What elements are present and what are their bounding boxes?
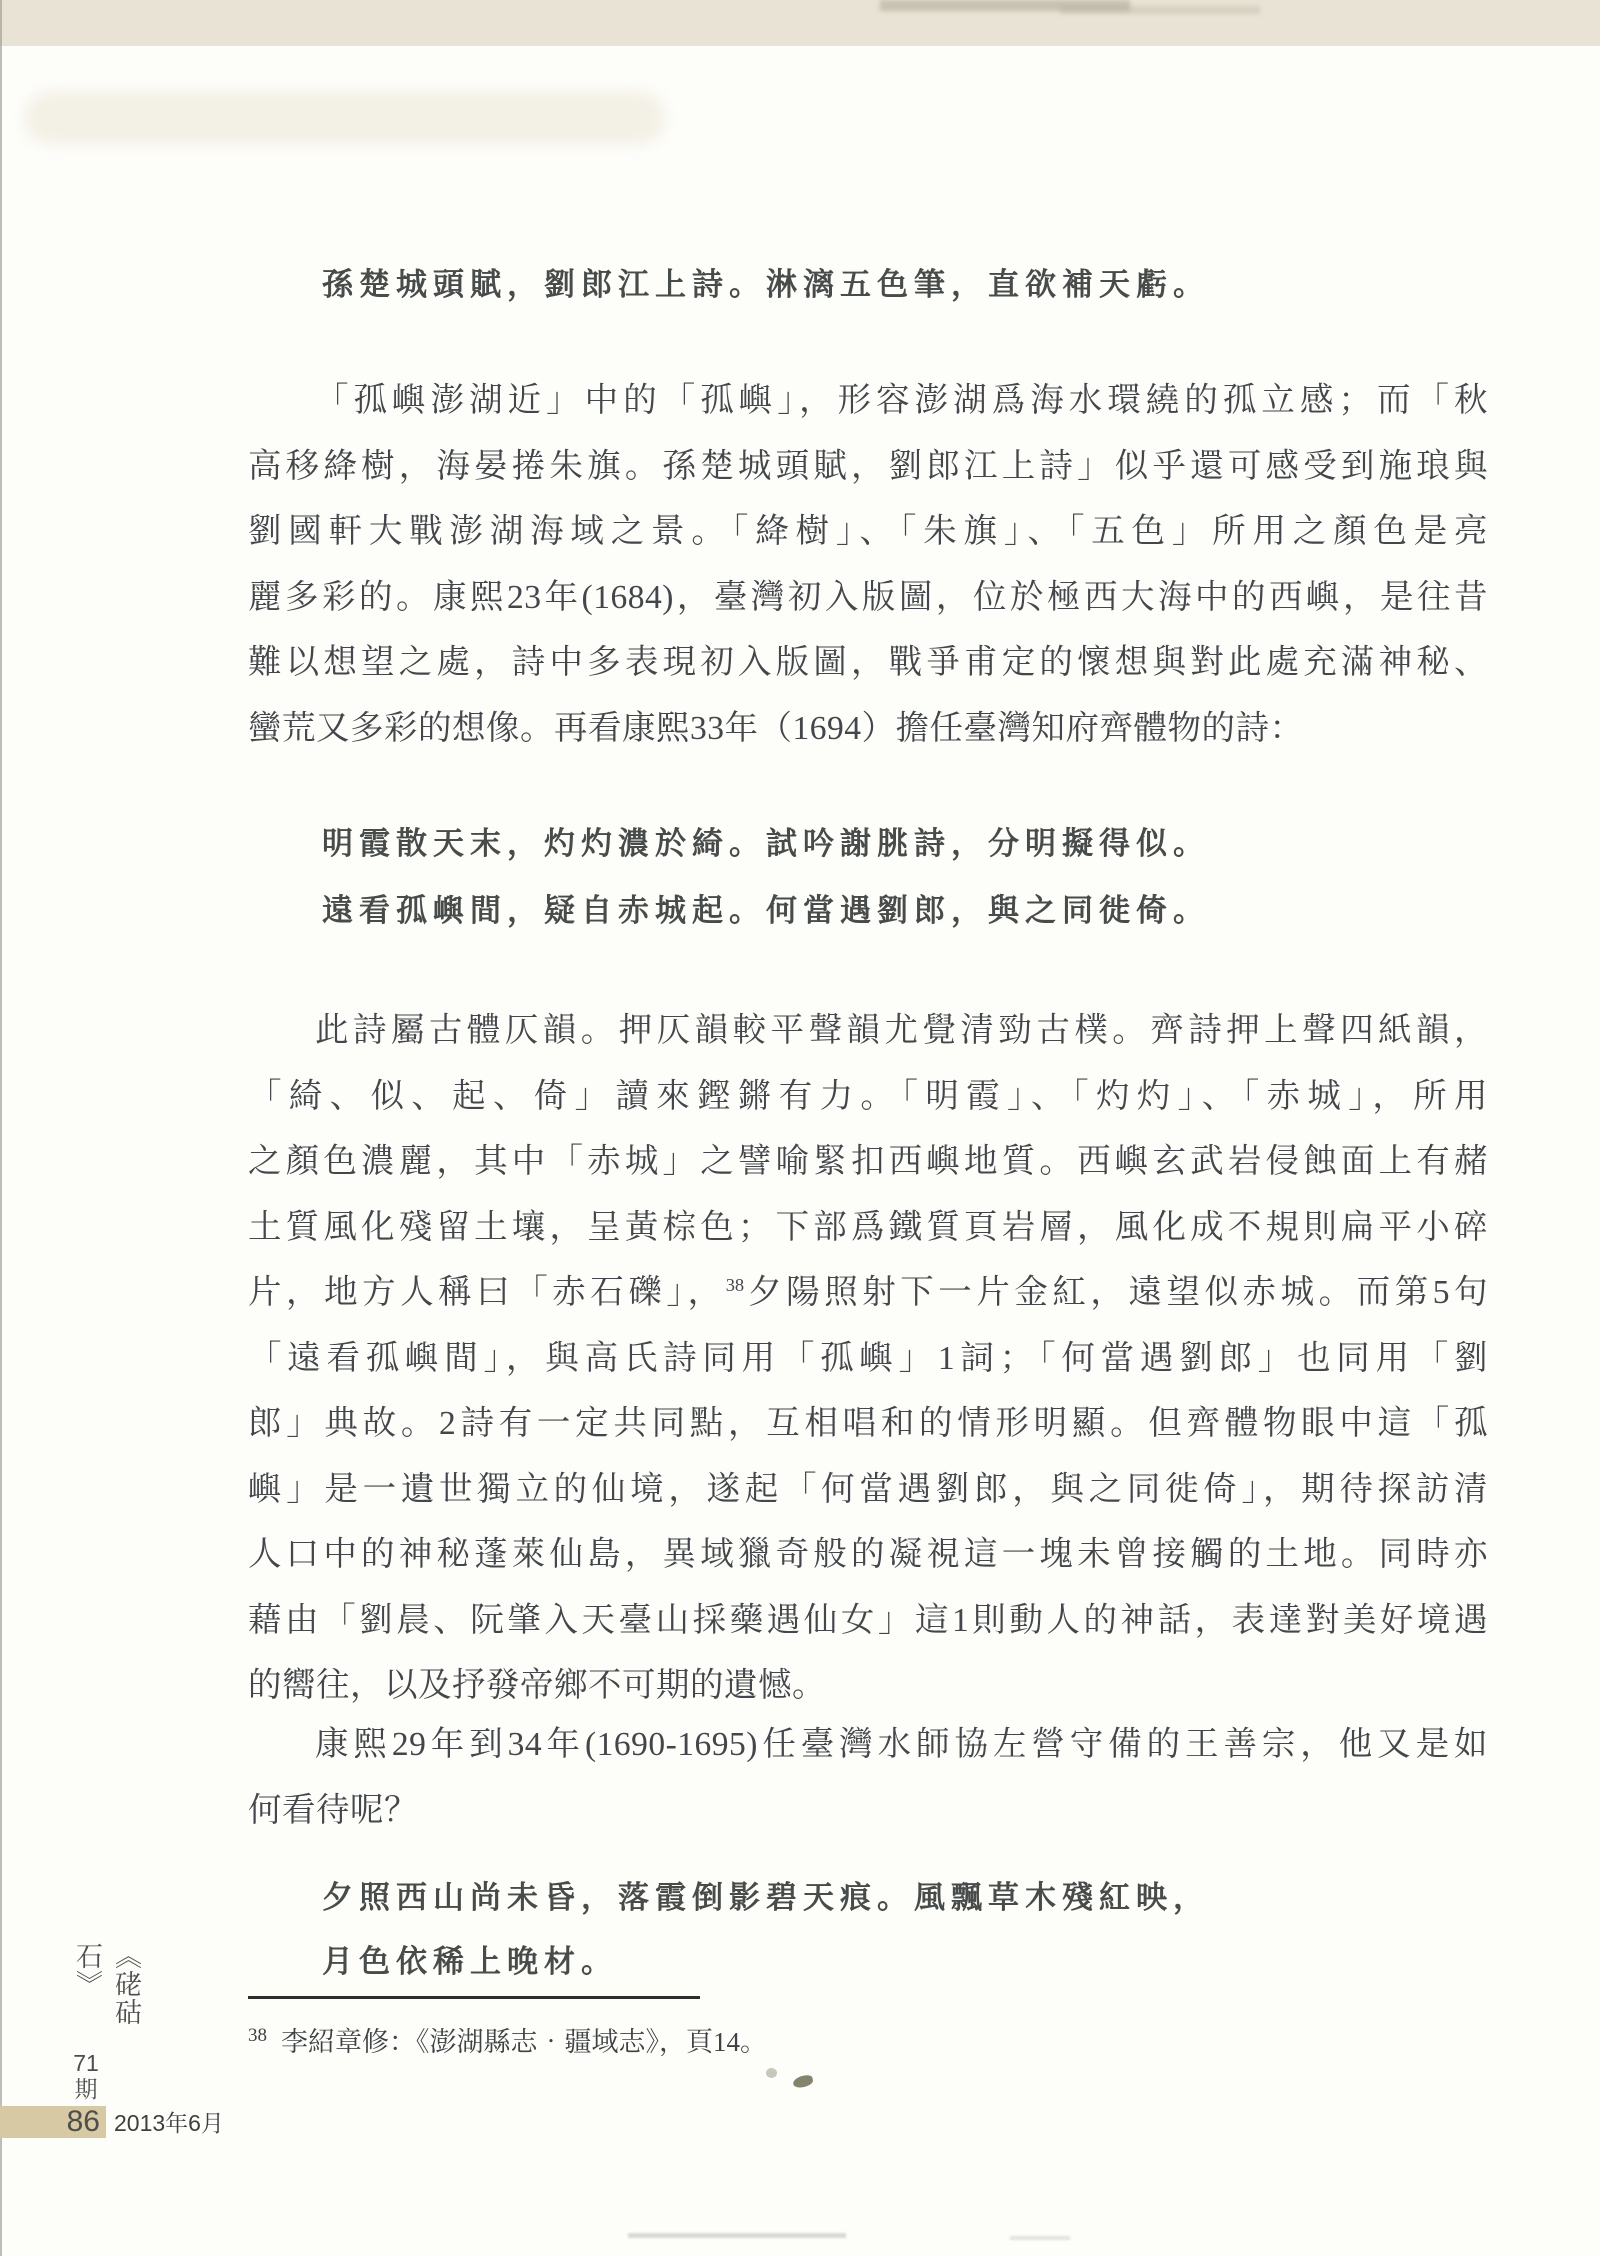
- scan-top-band: [0, 0, 1600, 46]
- text-line: 「綺、似、起、倚」讀來鏗鏘有力。「明霞」、「灼灼」、「赤城」，所用: [248, 1077, 1488, 1115]
- text-line: 「孤嶼澎湖近」中的「孤嶼」，形容澎湖爲海水環繞的孤立感；而「秋: [315, 382, 1488, 419]
- footnote-divider: [248, 1996, 700, 1999]
- text-line: 孫楚城頭賦，劉郎江上詩。淋漓五色筆，直欲補天虧。: [322, 267, 1210, 302]
- text-line: 此詩屬古體仄韻。押仄韻較平聲韻尤覺清勁古樸。齊詩押上聲四紙韻，: [315, 1012, 1488, 1049]
- scan-smudge: [1010, 2236, 1070, 2240]
- footnote-marker: 38: [248, 2025, 267, 2046]
- text-line: 人口中的神秘蓬萊仙島，異域獵奇般的凝視這一塊未曾接觸的土地。同時亦: [248, 1536, 1488, 1573]
- text-line: 片，地方人稱曰「赤石礫」，$^{38}$夕陽照射下一片金紅，遠望似赤城。而第5句: [248, 1274, 1489, 1311]
- page-number: 86: [66, 2105, 100, 2138]
- paragraph-2: [248, 998, 1488, 1719]
- text-line: 劉國軒大戰澎湖海域之景。「絳樹」、「朱旗」、「五色」所用之顏色是亮: [248, 513, 1488, 550]
- issue-date: 2013年6月: [114, 2110, 224, 2136]
- issue-number: 71期: [73, 2050, 99, 2102]
- text-line: 明霞散天末，灼灼濃於綺。試吟謝朓詩，分明擬得似。: [322, 826, 1210, 861]
- text-line: 夕照西山尚未昏，落霞倒影碧天痕。風飄草木殘紅映，: [322, 1880, 1210, 1915]
- wang-shanzong-verse: [322, 1866, 1210, 1994]
- text-line: 之顏色濃麗，其中「赤城」之譬喻緊扣西嶼地質。西嶼玄武岩侵蝕面上有赭: [248, 1143, 1488, 1180]
- text-line: 難以想望之處，詩中多表現初入版圖，戰爭甫定的懷想與對此處充滿神秘、: [248, 644, 1488, 681]
- ink-speck: [792, 2074, 814, 2089]
- text-line: 郎」典故。2詩有一定共同點，互相唱和的情形明顯。但齊體物眼中這「孤: [248, 1405, 1488, 1442]
- text-line: 何看待呢？: [248, 1791, 418, 1829]
- opening-verse: [322, 252, 1210, 318]
- journal-title: 《硓𥑮石》: [72, 1942, 141, 2026]
- text-line: 遠看孤嶼間，疑自赤城起。何當遇劉郎，與之同徙倚。: [322, 893, 1210, 928]
- text-line: 康熙29年到34年(1690-1695)任臺灣水師協左營守備的王善宗，他又是如: [315, 1726, 1488, 1763]
- text-line: 的嚮往，以及抒發帝鄉不可期的遺憾。: [248, 1667, 826, 1704]
- text-line: 麗多彩的。康熙23年(1684)，臺灣初入版圖，位於極西大海中的西嶼，是往昔: [248, 578, 1488, 616]
- text-line: 藉由「劉晨、阮肇入天臺山採藥遇仙女」這1則動人的神話，表達對美好境遇: [248, 1601, 1488, 1639]
- paragraph-1: [248, 368, 1488, 761]
- text-line: 蠻荒又多彩的想像。再看康熙33年（1694）擔任臺灣知府齊體物的詩：: [248, 709, 1304, 747]
- paragraph-3: [248, 1712, 1488, 1843]
- text-line: 嶼」是一遺世獨立的仙境，遂起「何當遇劉郎，與之同徙倚」，期待探訪清: [248, 1470, 1488, 1508]
- text-line: 土質風化殘留土壤，呈黃棕色；下部爲鐵質頁岩層，風化成不規則扁平小碎: [248, 1208, 1488, 1246]
- scan-smudge: [628, 2233, 846, 2238]
- scan-smudge: [25, 92, 665, 144]
- page-number-box: [0, 2106, 106, 2138]
- qi-tiwu-verse: [322, 810, 1210, 944]
- text-line: 月色依稀上晚材。: [322, 1944, 618, 1979]
- scan-edge-line: [0, 0, 2, 2256]
- text-line: 「遠看孤嶼間」，與高氏詩同用「孤嶼」1詞；「何當遇劉郎」也同用「劉: [248, 1339, 1488, 1377]
- ink-speck: [766, 2068, 777, 2078]
- footnote: [248, 2022, 1348, 2062]
- text-line: 高移絳樹，海晏捲朱旗。孫楚城頭賦，劉郎江上詩」似乎還可感受到施琅與: [248, 447, 1488, 485]
- scan-smudge: [1060, 6, 1260, 14]
- footnote-text: 李紹章修：《澎湖縣志‧疆域志》，頁14。: [281, 2027, 767, 2057]
